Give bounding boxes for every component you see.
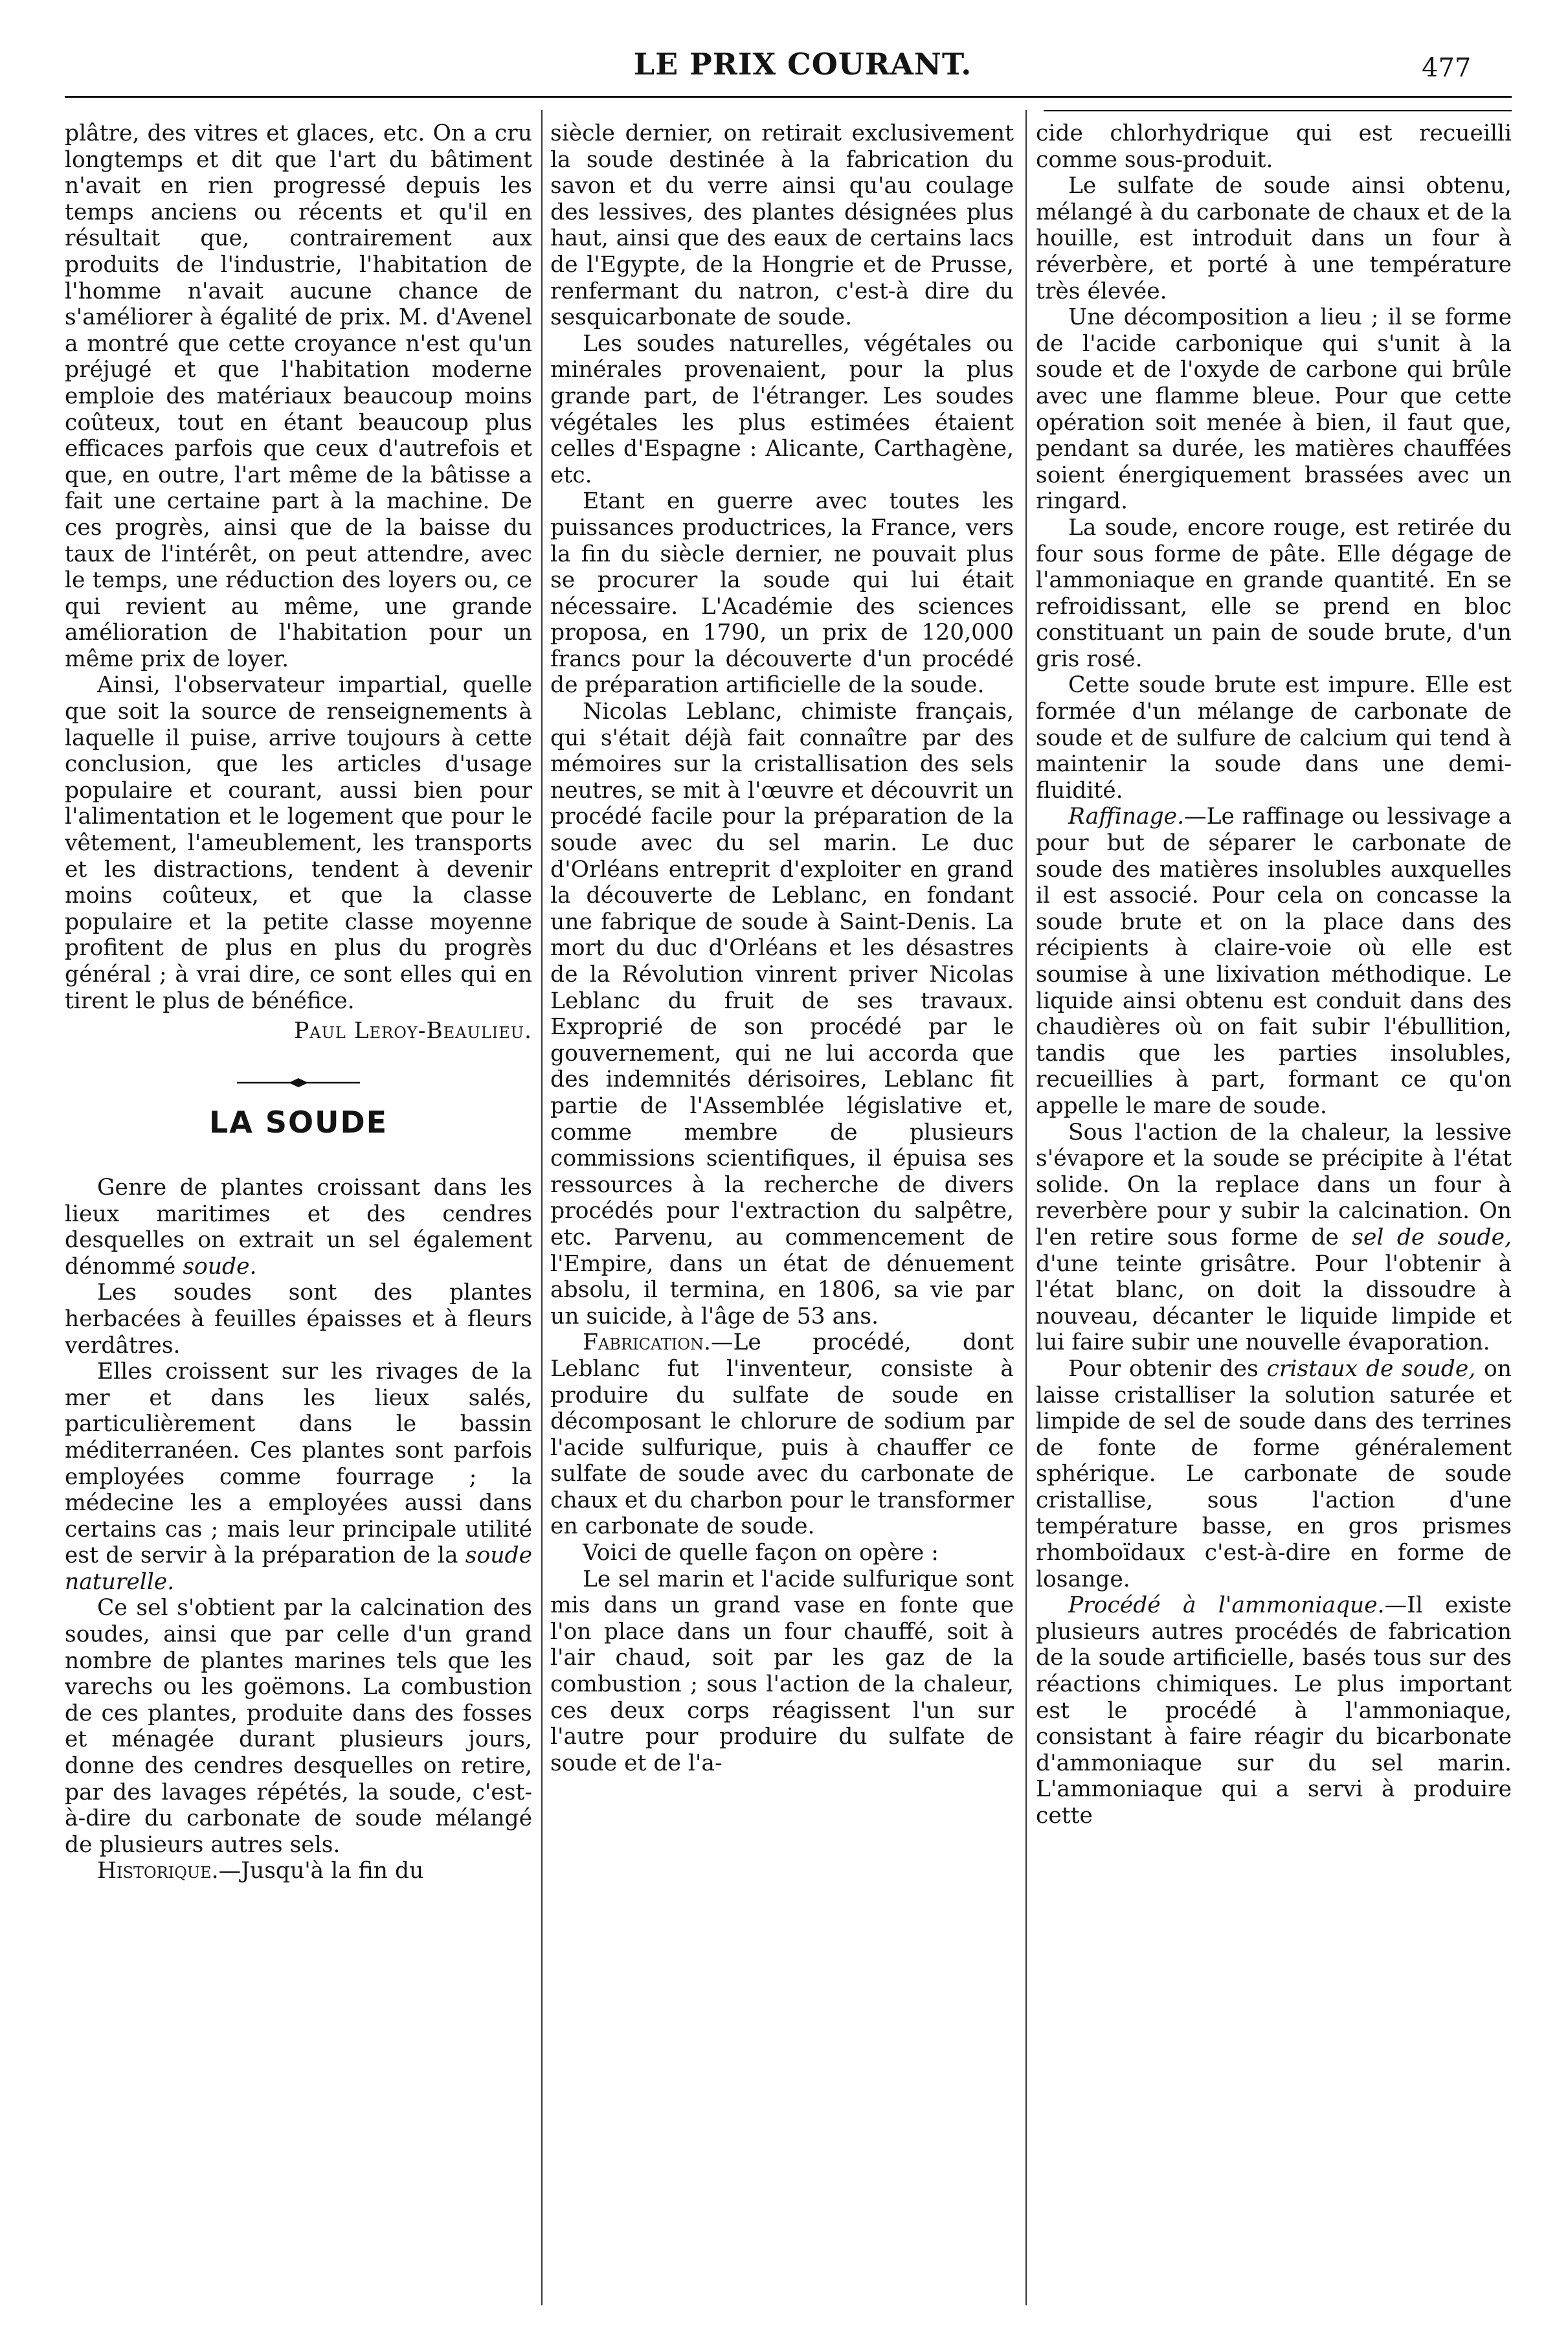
running-title: LE PRIX COURANT. (633, 47, 972, 82)
author-signature: Paul Leroy-Beaulieu. (294, 1018, 532, 1045)
ornamental-divider (65, 1070, 532, 1097)
paragraph: La soude, encore rouge, est retirée du four sous forme de pâte. Elle dégage de l'ammoniaque en grande quantité. En se refroidissant, elle se prend en bloc constituant un pain de soude brute, d'un gris rosé. (1036, 514, 1512, 672)
paragraph: Ainsi, l'observateur impartial, quelle que soit la source de renseignements à laquelle il puise, arrive toujours à cette conclusion, que les articles d'usage populaire et courant, aussi bien pour l'alimentation et le logement que pour le vêtement, l'ameublement, les transports et les distractions, tendent à devenir moins coûteux, et que la classe populaire et la petite classe moyenne profitent de plus en plus du progrès général ; à vrai dire, ce sont elles qui en tirent le plus de bénéfice. (65, 672, 532, 1014)
paragraph (65, 1858, 532, 1884)
subsection-label: Raffinage. (1068, 804, 1185, 830)
header-rule (65, 96, 1512, 98)
page-number: 477 (1422, 53, 1472, 83)
italic-term: sel de soude, (1352, 1224, 1512, 1250)
subsection-label: Historique. (97, 1858, 219, 1884)
paragraph: Les soudes sont des plantes herbacées à feuilles épaisses et à fleurs verdâtres. (65, 1280, 532, 1359)
paragraph (65, 1175, 532, 1280)
column-1 (65, 120, 532, 2316)
text-span: —Le raffinage ou lessivage a pour but de séparer le carbonate de soude des matières insolubles auxquelles il est associé. Pour cela on concasse la soude brute et on la place dans des récipients à claire-voie où elle est soumise à une lixivation méthodique. Le liquide ainsi obtenu est conduit dans des chaudières où on fait subir l'ébullition, tandis que les parties insolubles, recueillies à part, formant ce qu'on appelle le mare de soude. (1036, 804, 1512, 1119)
paragraph: siècle dernier, on retirait exclusivement la soude destinée à la fabrication du savon et du verre ainsi qu'au coulage des lessives, des plantes désignées plus haut, ainsi que des eaux de certains lacs de l'Egypte, de la Hongrie et de Prusse, renfermant du natron, c'est-à dire du sesquicarbonate de soude. (550, 120, 1014, 331)
italic-term: cristaux de soude, (1266, 1355, 1476, 1382)
column-separator (1025, 110, 1027, 2305)
paragraph (1036, 1356, 1512, 1592)
paragraph (1036, 1592, 1512, 1829)
paragraph: Une décomposition a lieu ; il se forme de l'acide carbonique qui s'unit à la soude et de l'oxyde de carbone qui brûle avec une flamme bleue. Pour que cette opération soit menée à bien, il faut que, pendant sa durée, les matières chauffées soient énergiquement brassées avec un ringard. (1036, 304, 1512, 515)
text-span: —Il existe plusieurs autres procédés de fabrication de la soude artificielle, basés tous sur des réactions chimiques. Le plus important est le procédé à l'ammoniaque, consistant à faire réagir du bicarbonate d'ammoniaque sur du sel marin. L'ammoniaque qui a servi à produire cette (1036, 1592, 1512, 1829)
section-title: LA SOUDE (208, 1105, 388, 1140)
paragraph: Ce sel s'obtient par la calcination des soudes, ainsi que par celle d'un grand nombre de plantes marines tels que les varechs ou les goëmons. La combustion de ces plantes, produite dans des fosses et ménagée durant plusieurs jours, donne des cendres desquelles on retire, par des lavages répétés, la soude, c'est-à-dire du carbonate de soude mélangé de plusieurs autres sels. (65, 1595, 532, 1858)
paragraph: Cette soude brute est impure. Elle est formée d'un mélange de carbonate de soude et de sulfure de calcium qui tend à maintenir la soude dans une demi-fluidité. (1036, 672, 1512, 804)
text-span: Genre de plantes croissant dans les lieux maritimes et des cendres desquelles on extrait un sel également dénommé (65, 1174, 532, 1280)
paragraph: plâtre, des vitres et glaces, etc. On a cru longtemps et dit que l'art du bâtiment n'avait en rien progressé depuis les temps anciens ou récents et qu'il en résultait que, contrairement aux produits de l'industrie, l'habitation de l'homme n'avait aucune chance de s'améliorer à égalité de prix. M. d'Avenel a montré que cette croyance n'est qu'un préjugé et que l'habitation moderne emploie des matériaux beaucoup moins coûteux, tout en étant beaucoup plus efficaces parfois que ceux d'autrefois et que, en outre, l'art même de la bâtisse a fait une certaine part à la machine. De ces progrès, ainsi que de la baisse du taux de l'intérêt, on peut attendre, avec le temps, une réduction des loyers ou, ce qui revient au même, une grande amélioration de l'habitation pour un même prix de loyer. (65, 120, 532, 672)
paragraph (1036, 804, 1512, 1119)
paragraph (1036, 1120, 1512, 1356)
paragraph: Le sel marin et l'acide sulfurique sont mis dans un grand vase en fonte que l'on place dans un four chauffé, soit à l'air chaud, soit par les gaz de la combustion ; sous l'action de la chaleur, ces deux corps réagissent l'un sur l'autre pour produire du sulfate de soude et de l'a- (550, 1566, 1014, 1776)
column-3 (1036, 120, 1512, 2316)
text-span: d'une teinte grisâtre. Pour l'obtenir à l'état blanc, on doit la dissoudre à nouveau, décanter le liquide limpide et lui faire subir une nouvelle évaporation. (1036, 1250, 1512, 1356)
text-span: Pour obtenir des (1068, 1355, 1267, 1382)
paragraph: Voici de quelle façon on opère : (583, 1540, 939, 1566)
column-2 (550, 120, 1014, 2316)
italic-term: soude. (183, 1253, 257, 1280)
paragraph: Les soudes naturelles, végétales ou minérales provenaient, pour la plus grande part, de l'étranger. Les soudes végétales les plus estimées étaient celles d'Espagne : Alicante, Carthagène, etc. (550, 330, 1014, 488)
text-span: Sous l'action de la chaleur, la lessive s'évapore et la soude se précipite à l'état solide. On la replace dans un four à reverbère pour y subir la calcination. On l'en retire sous forme de (1036, 1119, 1512, 1250)
column-separator (541, 110, 543, 2305)
paragraph (550, 1329, 1014, 1540)
text-span: —Le procédé, dont Leblanc fut l'inventeur, consiste à produire du sulfate de soude en décomposant le chlorure de sodium par l'acide sulfurique, puis à chauffer ce sulfate de soude avec du carbonate de chaux et du charbon pour le transformer en carbonate de soude. (550, 1329, 1014, 1540)
paragraph: Etant en guerre avec toutes les puissances productrices, la France, vers la fin du siècle dernier, ne pouvait plus se procurer la soude qui lui était nécessaire. L'Académie des sciences proposa, en 1790, un prix de 120,000 francs pour la découverte d'un procédé de préparation artificielle de la soude. (550, 488, 1014, 699)
paragraph: Le sulfate de soude ainsi obtenu, mélangé à du carbonate de chaux et de la houille, est introduit dans un four à réverbère, et porté à une température très élevée. (1036, 173, 1512, 304)
paragraph (65, 1359, 532, 1595)
subsection-label: Procédé à l'ammoniaque. (1068, 1592, 1385, 1619)
subsection-label: Fabrication. (583, 1329, 711, 1356)
paragraph: Nicolas Leblanc, chimiste français, qui s'était déjà fait connaître par des mémoires sur la cristallisation des sels neutres, se mit à l'œuvre et découvrit un procédé facile pour la préparation de la soude avec du sel marin. Le duc d'Orléans entreprit d'exploiter en grand la découverte de Leblanc, en fondant une fabrique de soude à Saint-Denis. La mort du duc d'Orléans et les désastres de la Révolution vinrent priver Nicolas Leblanc du fruit de ses travaux. Exproprié de son procédé par le gouvernement, qui ne lui accorda que des indemnités dérisoires, Leblanc fit partie de l'Assemblée législative et, comme membre de plusieurs commissions scientifiques, il épuisa ses ressources à la recherche de divers procédés pour l'extraction du salpêtre, etc. Parvenu, au commencement de l'Empire, dans un état de dénuement absolu, il termina, en 1806, sa vie par un suicide, à l'âge de 53 ans. (550, 699, 1014, 1329)
text-span: —Jusqu'à la fin du (218, 1858, 424, 1884)
paragraph: cide chlorhydrique qui est recueilli comme sous-produit. (1036, 120, 1512, 173)
italic-term: soude naturelle. (65, 1542, 532, 1595)
text-span: Elles croissent sur les rivages de la mer et dans les lieux salés, particulièrement dans le bassin méditerranéen. Ces plantes sont parfois employées comme fourrage ; la médecine les a employées aussi dans certains cas ; mais leur principale utilité est de servir à la préparation de la (65, 1359, 532, 1569)
text-span: on laisse cristalliser la solution saturée et limpide de sel de soude dans des terrines de fonte de forme généralement sphérique. Le carbonate de soude cristallise, sous l'action d'une température basse, en gros prismes rhomboïdaux c'est-à-dire en forme de losange. (1036, 1355, 1512, 1592)
header-rule-secondary (1044, 110, 1512, 111)
